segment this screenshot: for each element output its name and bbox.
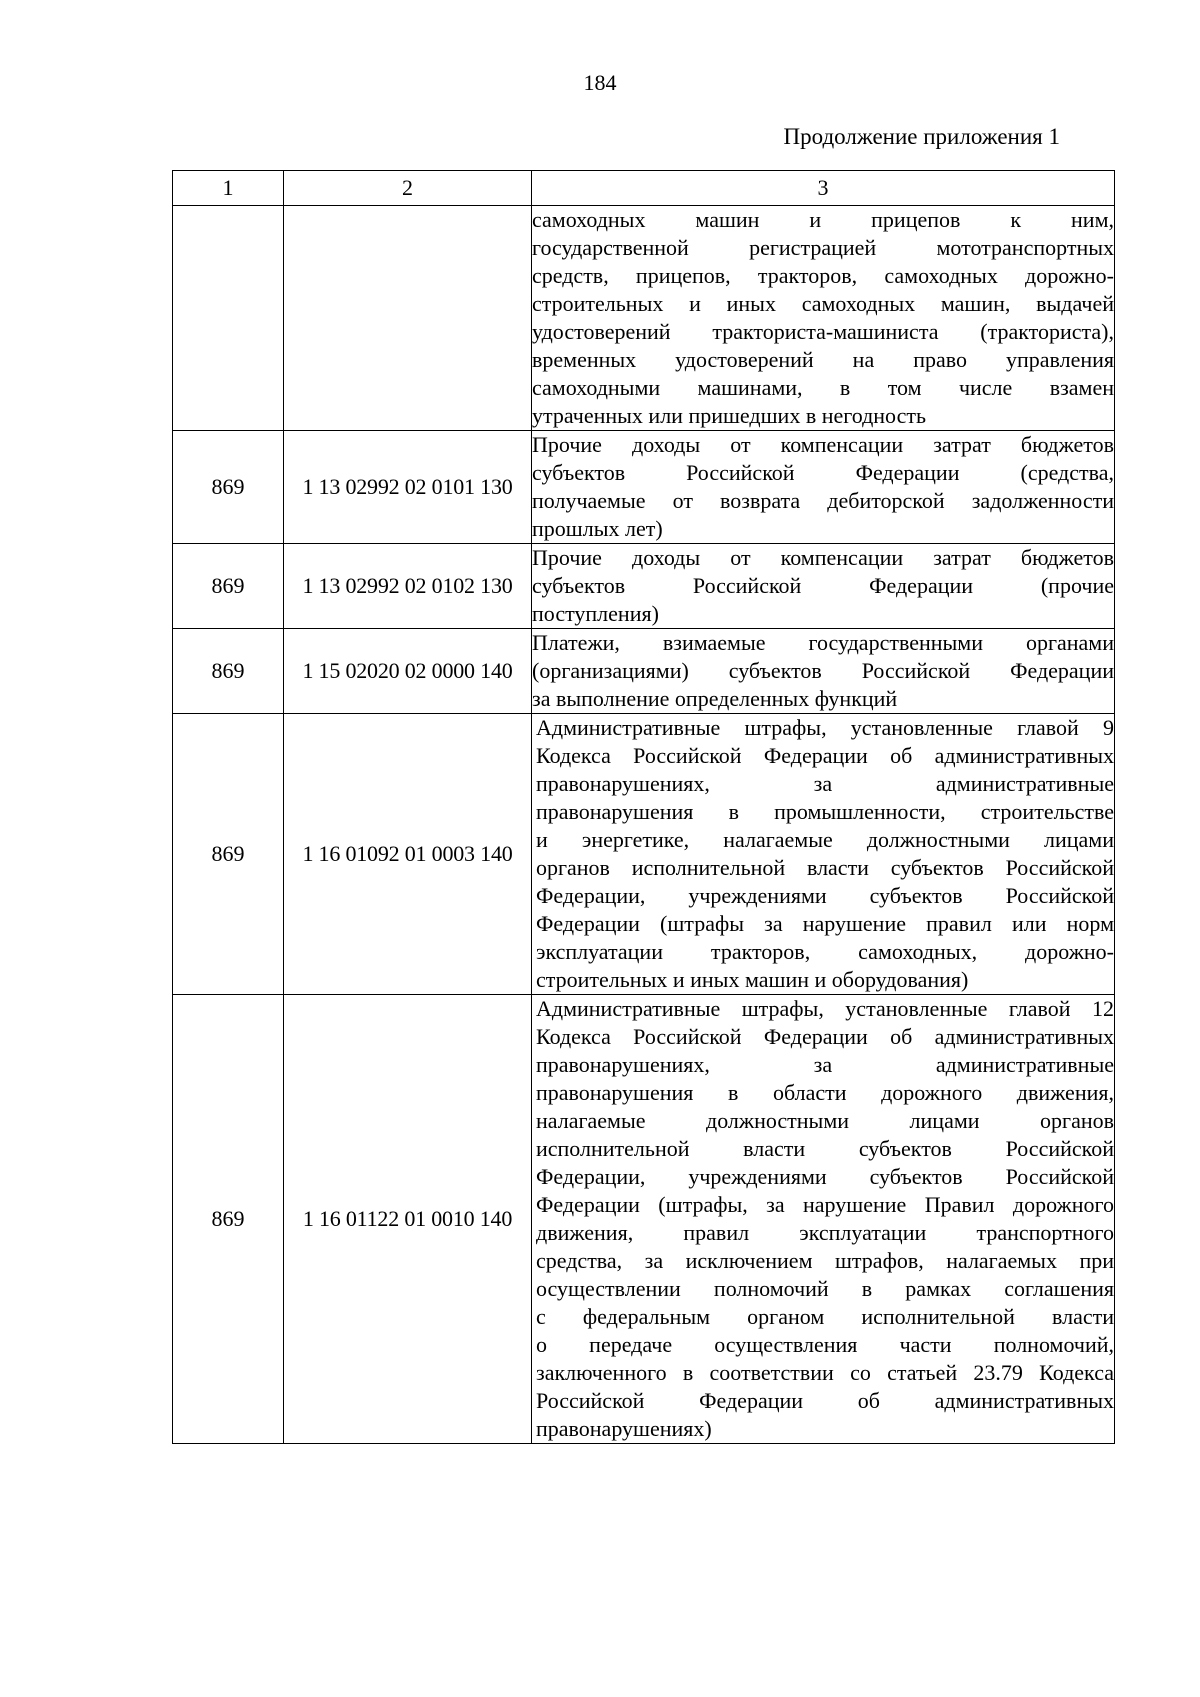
description-line: Кодекса Российской Федерации об административных bbox=[536, 743, 1114, 768]
description-line: правонарушениях, за административные bbox=[536, 1052, 1114, 1077]
description-line: и энергетике, налагаемые должностными лицами bbox=[536, 827, 1114, 852]
budget-classification-code-cell: 1 16 01122 01 0010 140 bbox=[284, 995, 532, 1444]
page-number: 184 bbox=[583, 70, 617, 95]
revenue-description-cell bbox=[532, 206, 1115, 431]
description-line: Административные штрафы, установленные главой 12 bbox=[536, 996, 1114, 1021]
table-row bbox=[173, 544, 1115, 629]
description-line: государственной регистрацией мототранспортных bbox=[532, 235, 1114, 260]
budget-classification-code-cell bbox=[284, 206, 532, 431]
description-line: Прочие доходы от компенсации затрат бюджетов bbox=[532, 432, 1114, 457]
table-row bbox=[173, 431, 1115, 544]
column-header-1: 1 bbox=[173, 171, 284, 206]
column-header-2: 2 bbox=[284, 171, 532, 206]
description-line: получаемые от возврата дебиторской задолженности bbox=[532, 488, 1114, 513]
description-line: средств, прицепов, тракторов, самоходных дорожно- bbox=[532, 263, 1114, 288]
description-line: утраченных или пришедших в негодность bbox=[532, 403, 927, 428]
description-line: самоходных машин и прицепов к ним, bbox=[532, 207, 1114, 232]
table-row bbox=[173, 206, 1115, 431]
description-line: Кодекса Российской Федерации об административных bbox=[536, 1024, 1114, 1049]
table-body bbox=[173, 206, 1115, 1444]
budget-classification-code-cell: 1 13 02992 02 0101 130 bbox=[284, 431, 532, 544]
description-line: эксплуатации тракторов, самоходных, дорожно- bbox=[536, 939, 1114, 964]
revenue-description-cell bbox=[532, 995, 1115, 1444]
description-line: самоходными машинами, в том числе взамен bbox=[532, 375, 1114, 400]
description-line: Федерации, учреждениями субъектов Российской bbox=[536, 1164, 1114, 1189]
description-line: субъектов Российской Федерации (средства, bbox=[532, 460, 1114, 485]
description-line: правонарушениях) bbox=[536, 1416, 712, 1441]
description-line: за выполнение определенных функций bbox=[532, 686, 898, 711]
description-line: поступления) bbox=[532, 601, 659, 626]
budget-classification-code-cell: 1 13 02992 02 0102 130 bbox=[284, 544, 532, 629]
description-line: о передаче осуществления части полномочий, bbox=[536, 1332, 1114, 1357]
description-line: движения, правил эксплуатации транспортного bbox=[536, 1220, 1114, 1245]
description-line: строительных и иных самоходных машин, выдачей bbox=[532, 291, 1114, 316]
budget-classification-code-cell: 1 15 02020 02 0000 140 bbox=[284, 629, 532, 714]
description-line: средства, за исключением штрафов, налагаемых при bbox=[536, 1248, 1114, 1273]
administrator-code-cell: 869 bbox=[173, 544, 284, 629]
description-line: удостоверений тракториста-машиниста (тракториста), bbox=[532, 319, 1114, 344]
description-line: Прочие доходы от компенсации затрат бюджетов bbox=[532, 545, 1114, 570]
description-line: Административные штрафы, установленные главой 9 bbox=[536, 715, 1114, 740]
description-line: правонарушениях, за административные bbox=[536, 771, 1114, 796]
revenue-description-cell bbox=[532, 629, 1115, 714]
budget-classification-code-cell: 1 16 01092 01 0003 140 bbox=[284, 714, 532, 995]
description-line: Платежи, взимаемые государственными органами bbox=[532, 630, 1114, 655]
description-line: Российской Федерации об административных bbox=[536, 1388, 1114, 1413]
administrator-code-cell bbox=[173, 206, 284, 431]
description-line: правонарушения в промышленности, строительстве bbox=[536, 799, 1114, 824]
administrator-code-cell: 869 bbox=[173, 431, 284, 544]
administrator-code-cell: 869 bbox=[173, 629, 284, 714]
revenue-classification-table bbox=[172, 170, 1115, 1444]
description-line: осуществлении полномочий в рамках соглашения bbox=[536, 1276, 1114, 1301]
table-row bbox=[173, 714, 1115, 995]
description-line: исполнительной власти субъектов Российской bbox=[536, 1136, 1114, 1161]
description-line: Федерации, учреждениями субъектов Российской bbox=[536, 883, 1114, 908]
administrator-code-cell: 869 bbox=[173, 714, 284, 995]
description-line: строительных и иных машин и оборудования) bbox=[536, 967, 969, 992]
description-line: субъектов Российской Федерации (прочие bbox=[532, 573, 1114, 598]
administrator-code-cell: 869 bbox=[173, 995, 284, 1444]
revenue-description-cell bbox=[532, 544, 1115, 629]
column-header-3: 3 bbox=[532, 171, 1115, 206]
description-line: заключенного в соответствии со статьей 23.79 Кодекса bbox=[536, 1360, 1114, 1385]
description-line: (организациями) субъектов Российской Федерации bbox=[532, 658, 1114, 683]
description-line: прошлых лет) bbox=[532, 516, 663, 541]
revenue-description-cell bbox=[532, 431, 1115, 544]
table-header-row bbox=[173, 171, 1115, 206]
description-line: органов исполнительной власти субъектов Российской bbox=[536, 855, 1114, 880]
table-row bbox=[173, 629, 1115, 714]
description-line: налагаемые должностными лицами органов bbox=[536, 1108, 1114, 1133]
description-line: Федерации (штрафы, за нарушение Правил дорожного bbox=[536, 1192, 1114, 1217]
description-line: временных удостоверений на право управления bbox=[532, 347, 1114, 372]
revenue-description-cell bbox=[532, 714, 1115, 995]
table-row bbox=[173, 995, 1115, 1444]
description-line: с федеральным органом исполнительной власти bbox=[536, 1304, 1114, 1329]
appendix-continuation-note: Продолжение приложения 1 bbox=[783, 124, 1060, 149]
description-line: Федерации (штрафы за нарушение правил или норм bbox=[536, 911, 1114, 936]
description-line: правонарушения в области дорожного движения, bbox=[536, 1080, 1114, 1105]
